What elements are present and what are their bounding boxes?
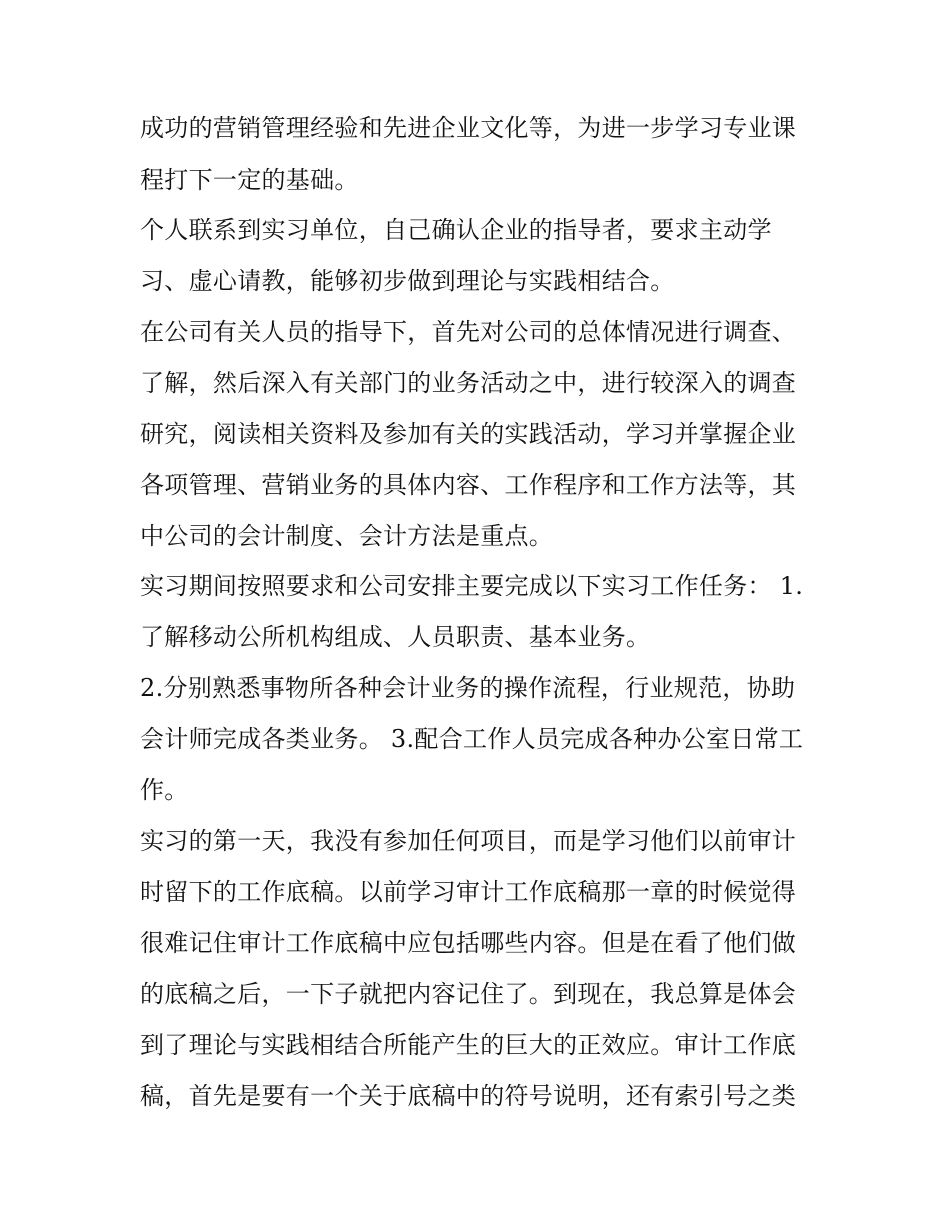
text-line: 在公司有关人员的指导下，首先对公司的总体情况进行调查、 [140,318,797,346]
text-line: 个人联系到实习单位，自己确认企业的指导者，要求主动学 [140,216,772,244]
text-line: 了解移动公所机构组成、人员职责、基本业务。 [140,623,651,651]
text-line: 习、虚心请教，能够初步做到理论与实践相结合。 [140,267,675,295]
text-line: 的底稿之后，一下子就把内容记住了。到现在，我总算是体会 [140,980,797,1008]
text-line: 实习期间按照要求和公司安排主要完成以下实习工作任务： 1. [140,572,804,600]
text-line: 实习的第一天，我没有参加任何项目，而是学习他们以前审计 [140,827,797,855]
text-line: 作。 [140,776,189,804]
text-line: 时留下的工作底稿。以前学习审计工作底稿那一章的时候觉得 [140,878,797,906]
text-line: 了解，然后深入有关部门的业务活动之中，进行较深入的调查 [140,369,797,397]
text-line: 2.分别熟悉事物所各种会计业务的操作流程，行业规范，协助 [140,674,796,702]
text-line: 程打下一定的基础。 [140,166,359,194]
text-line: 到了理论与实践相结合所能产生的巨大的正效应。审计工作底 [140,1031,797,1059]
text-line: 很难记住审计工作底稿中应包括哪些内容。但是在看了他们做 [140,929,797,957]
text-line: 成功的营销管理经验和先进企业文化等，为进一步学习专业课 [140,114,797,142]
text-line: 研究，阅读相关资料及参加有关的实践活动，学习并掌握企业 [140,420,797,448]
text-line: 会计师完成各类业务。 3.配合工作人员完成各种办公室日常工 [140,725,804,753]
text-line: 各项管理、营销业务的具体内容、工作程序和工作方法等，其 [140,471,797,499]
text-line: 中公司的会计制度、会计方法是重点。 [140,522,554,550]
text-line: 稿，首先是要有一个关于底稿中的符号说明，还有索引号之类 [140,1082,797,1110]
